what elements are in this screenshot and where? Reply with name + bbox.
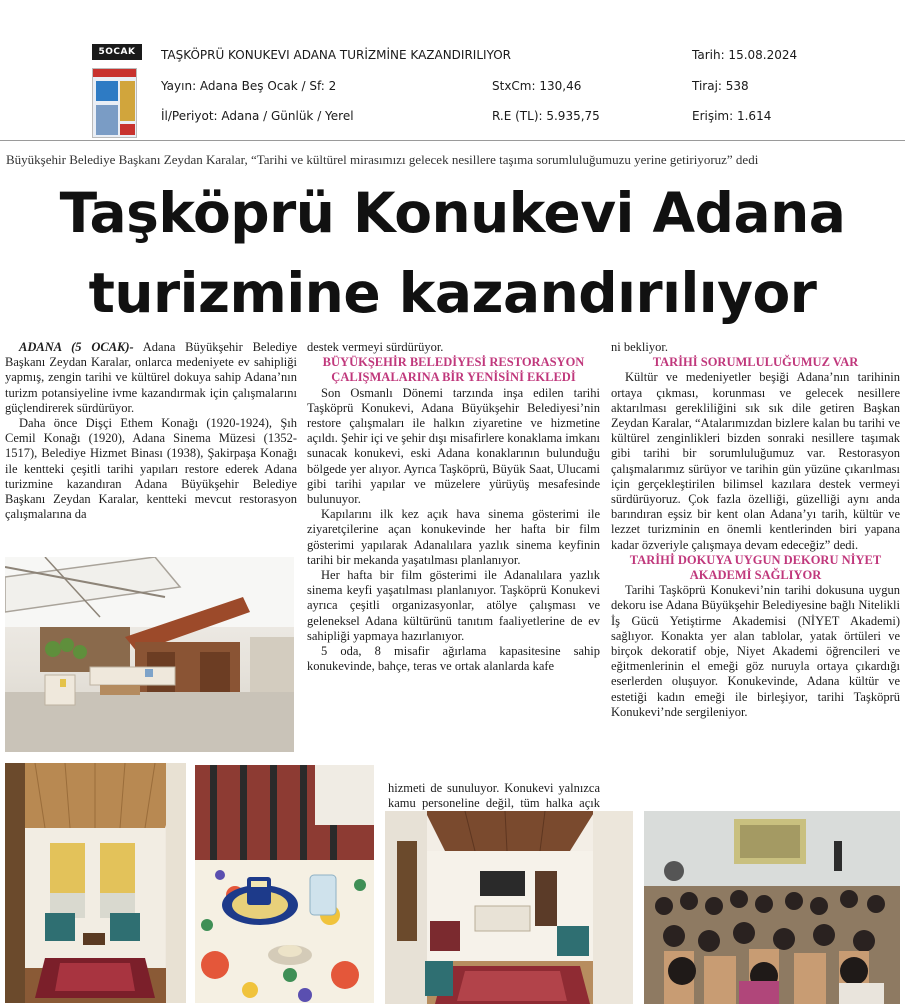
paragraph: 5 oda, 8 misafir ağırlama kapasitesine sahip konukevinde, bahçe, teras ve ortak alanlarda kafe — [307, 644, 600, 674]
dateline: ADANA (5 OCAK)- — [19, 340, 134, 354]
subheading-decor: TARİHİ DOKUYA UYGUN DEKORU NİYET AKADEMİ SAĞLIYOR — [629, 552, 882, 583]
article-column-1 — [5, 340, 297, 522]
paragraph: ADANA (5 OCAK)- Adana Büyükşehir Belediye Başkanı Zeydan Karalar, onlarca medeniyete ev sahipliği yapmış, zengin tarihi ve kültürel dokuya sahip Adana’nın turizm potansiyeline ivme kazandırmak için çalışmalarını güçlendirerek sürdürüyor. — [5, 340, 298, 415]
paragraph: Kültür ve medeniyetler beşiği Adana’nın tarihinin ortaya çıkması, korunması ve gelecek nesillere aktarılması gerekliliğini sık sık dile getiren Başkan Zeydan Karalar, “Atalarımızdan bizlere kalan bu tarihi ve kültürel zenginlikleri bizden sonraki nesillere taşımak gibi tarihi bir sorumluluğumuz var. Restorasyon çalışmalarımız sürüyor ve tarihin gün yüzüne çıkarılması için gerçekleştirilen bilimsel kazılara destek vermeyi sürdürüyoruz. Çok fazla özelliği, güzelliği aynı anda barındıran eşsiz bir kent olan Adana’yı tarih, kültür ve lezzet turizminin en önemli kentlerinden biri yapana kadar özveriyle çalışmaya devam edeceğiz” dedi. — [611, 370, 900, 552]
clipping-stxcm: StxCm: 130,46 — [492, 79, 582, 93]
article-deck: Büyükşehir Belediye Başkanı Zeydan Karalar, “Tarihi ve kültürel mirasımızı gelecek nesillere taşıma sorumluluğumuzu yerine getiriyoruz” dedi — [6, 152, 759, 167]
clipping-ad-equivalent: R.E (TL): 5.935,75 — [492, 109, 600, 123]
clipping-region: İl/Periyot: Adana / Günlük / Yerel — [161, 109, 354, 123]
newspaper-logo: 5OCAK — [92, 44, 142, 60]
paragraph: Her hafta bir film gösterimi ile Adanalılara yazlık sinema keyfi yaşatılması planlanıyor. Taşköprü Konukevi ayrıca çeşitli organizasyonlar, atölye çalışması ve geleneksel Adana kültürünü tanıtım faaliyetlerine de ev sahipliği yapmaya hazırlanıyor. — [307, 568, 600, 643]
paragraph: Tarihi Taşköprü Konukevi’nin tarihi dokusuna uygun dekoru ise Adana Büyükşehir Belediyesine bağlı Nitelikli İş Gücü Yetiştirme Akademisi (NİYET Akademi) sağlıyor. Konakta yer alan tablolar, yatak örtüleri ve birçok dekoratif obje, Niyet Akademi öğrencileri ve eğitmenlerinin el emeği göz nuruyla ortaya çıkardığı eserlerden oluşuyor. Konukevinde, Adana kültür ve estetiği kadın emeği ile birleşiyor, tarihi Taşköprü Konukevi’nde sergileniyor. — [611, 583, 900, 719]
open-air-cinema-photo — [644, 811, 900, 1004]
clipping-title: TAŞKÖPRÜ KONUKEVI ADANA TURİZMİNE KAZANDIRILIYOR — [161, 48, 512, 62]
paragraph: ni bekliyor. — [611, 340, 668, 354]
clipping-publication: Yayın: Adana Beş Ocak / Sf: 2 — [161, 79, 337, 93]
clipping-reach: Erişim: 1.614 — [692, 109, 772, 123]
clipping-header — [0, 0, 905, 140]
header-divider — [0, 140, 905, 141]
paragraph: Son Osmanlı Dönemi tarzında inşa edilen tarihi Taşköprü Konukevi, Adana Büyükşehir Belediyesi’nin restore çalışmaları ile halkın ziyaretine ve hizmetine açıldı. Şehir içi ve şehir dışı misafirlere konaklama imkanı sunacak konukevi, eski Adana konaklarının bulunduğu bölgede yer alıyor. Ayrıca Taşköprü, Büyük Saat, Ulucami gibi tarihi yapılar ve müzelere yürüyüş mesafesinde bulunuyor. — [307, 385, 600, 507]
paragraph: destek vermeyi sürdürüyor. — [307, 340, 444, 354]
newspaper-page-thumbnail — [92, 68, 137, 138]
terrace-photo — [5, 557, 294, 752]
coffee-table-photo — [195, 765, 374, 1003]
subheading-restoration: BÜYÜKŞEHİR BELEDİYESİ RESTORASYON ÇALIŞMALARINA BİR YENİSİNİ EKLEDİ — [322, 355, 585, 385]
article-headline-line1: Taşköprü Konukevi Adana — [59, 181, 846, 245]
clipping-date: Tarih: 15.08.2024 — [692, 48, 798, 62]
article-headline-line2: turizmine kazandırılıyor — [88, 261, 817, 325]
subheading-responsibility: TARİHİ SORUMLULUĞUMUZ VAR — [652, 355, 859, 370]
clipping-circulation: Tiraj: 538 — [692, 79, 749, 93]
paragraph: hizmeti de sunuluyor. Konukevi yalnızca kamu personeline değil, tüm halka açık — [388, 781, 600, 811]
paragraph: Kapılarını ilk kez açık hava sinema gösterimi ile ziyaretçilerine açan konukevinde her hafta bir film gösterimi yapılarak Adanalılara yazlık sinema keyfinin tarihi bir mekanda yaşatılması planlanıyor. — [307, 507, 600, 567]
article-column-2 — [307, 340, 600, 674]
guest-room-photo — [5, 763, 186, 1003]
article-column-3 — [611, 340, 900, 720]
lounge-photo — [385, 811, 633, 1004]
paragraph: Daha önce Dişçi Ethem Konağı (1920-1924), Şıh Cemil Konağı (1920), Adana Sinema Müzesi (1352-1517), Belediye Hizmet Binası (1938), Şakirpaşa Konağı ile kentteki çeşitli tarihi yapıları restore ederek Adana turizmine kazandıran Adana Büyükşehir Belediye Başkanı Zeydan Karalar, kentteki mevcut restorasyon çalışmalarına da — [5, 416, 297, 522]
